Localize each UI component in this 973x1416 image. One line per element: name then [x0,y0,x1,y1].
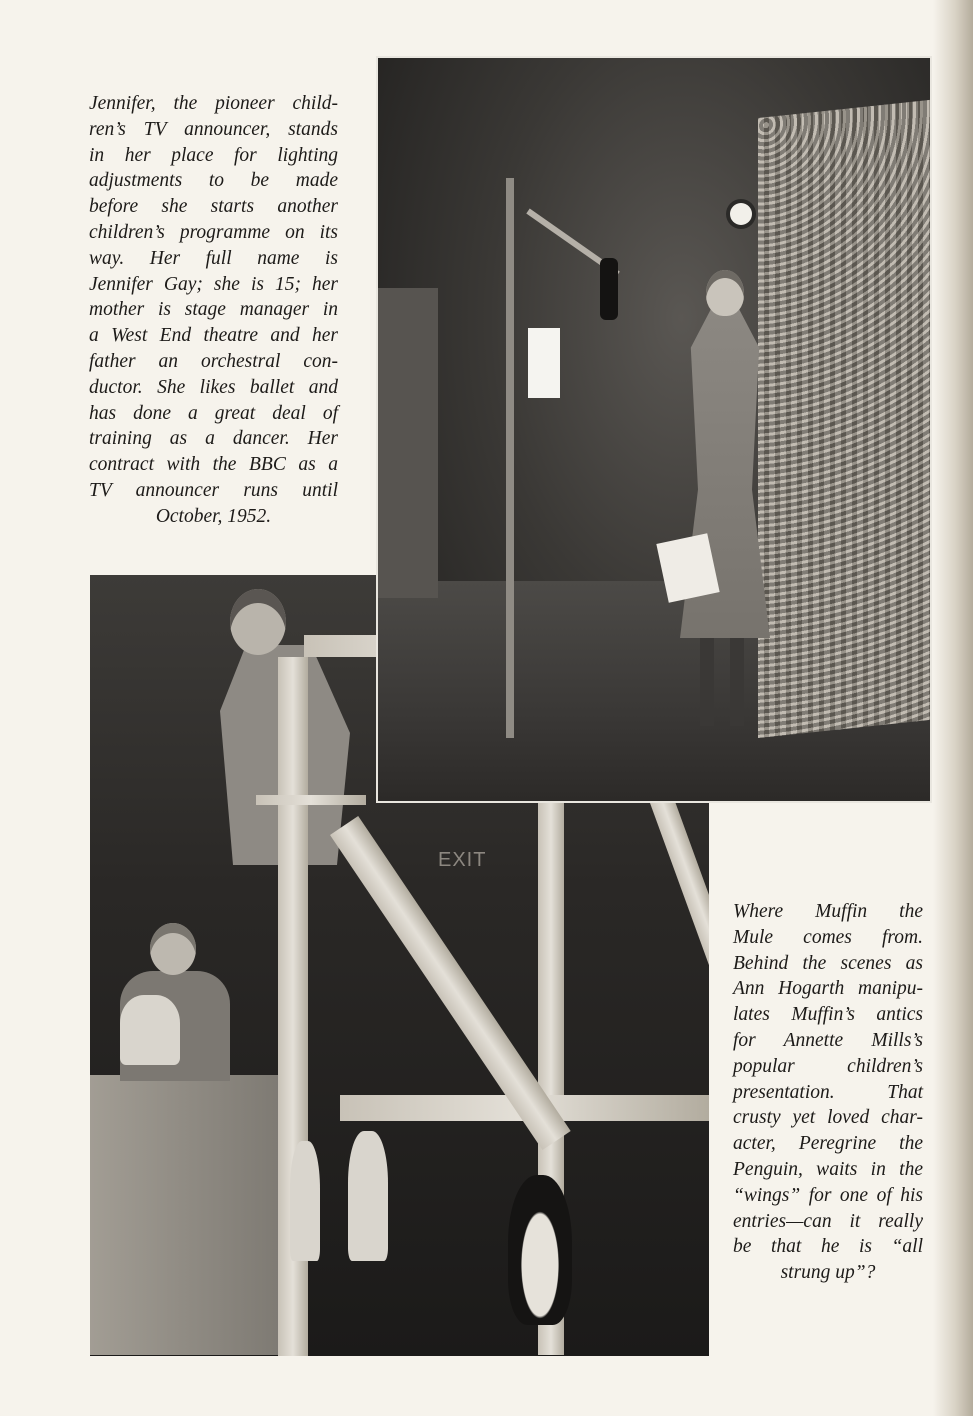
peregrine-the-penguin-puppet [508,1175,572,1325]
caption-line: in her place for lighting [89,144,338,166]
caption-line: adjustments to be made [89,170,338,192]
exit-sign: EXIT [438,849,487,871]
caption-line: acter, Peregrine the [733,1133,923,1155]
caption-line: Jennifer, the pioneer child- [89,93,338,114]
tv-camera [378,288,438,598]
muffin-the-mule-puppet [120,995,180,1065]
patterned-curtain [758,100,932,738]
puppeteer-head [230,589,286,655]
piano [90,1075,280,1355]
annette-mills-head [150,923,196,975]
announcer-legs [700,636,744,726]
caption-line: “wings” for one of his [733,1184,923,1206]
caption-line: TV announcer runs until [89,479,338,501]
microphone-stand [506,178,514,738]
caption-line: before she starts another [89,196,338,218]
photo-jennifer-in-studio [376,56,932,803]
caption-line: has done a great deal of [89,402,338,424]
caption-line: father an orchestral con- [89,350,338,372]
caption-line: crusty yet loved char- [733,1107,923,1129]
caption-line: be that he is “all [733,1236,923,1258]
caption-line: ductor. She likes ballet and [89,376,338,398]
caption-line: a West End theatre and her [89,325,338,347]
caption-line: contract with the BBC as a [89,454,338,476]
caption-line: Ann Hogarth manipu- [733,978,923,1000]
light-panel [528,328,560,398]
caption-line: lates Muffin’s antics [733,1004,923,1026]
caption-line: mother is stage manager in [89,299,338,321]
caption-line: children’s programme on its [89,221,338,243]
caption-line: training as a dancer. Her [89,428,338,450]
caption-line: Penguin, waits in the [733,1158,923,1180]
caption-line: Where Muffin the [733,901,923,922]
caption-line: popular children’s [733,1055,923,1077]
caption-line: presentation. That [733,1081,923,1103]
caption-line: way. Her full name is [89,247,338,269]
caption-line: ren’s TV announcer, stands [89,118,338,140]
caption-line: for Annette Mills’s [733,1029,923,1051]
announcer-head [706,270,744,316]
gantry-crossbar [256,795,366,805]
caption-line: Behind the scenes as [733,952,923,974]
microphone [600,258,618,320]
caption-jennifer-gay [89,91,338,530]
caption-muffin-the-mule [733,899,923,1286]
caption-line: entries—can it really [733,1210,923,1232]
caption-line: strung up”? [780,1262,876,1284]
girl-puppet [348,1131,388,1261]
page-binding-shadow [933,0,973,1416]
caption-line: Mule comes from. [733,926,923,948]
caption-line: October, 1952. [155,505,272,527]
clown-puppet [290,1141,320,1261]
caption-line: Jennifer Gay; she is 15; her [89,273,338,295]
studio-lamp [730,203,752,225]
